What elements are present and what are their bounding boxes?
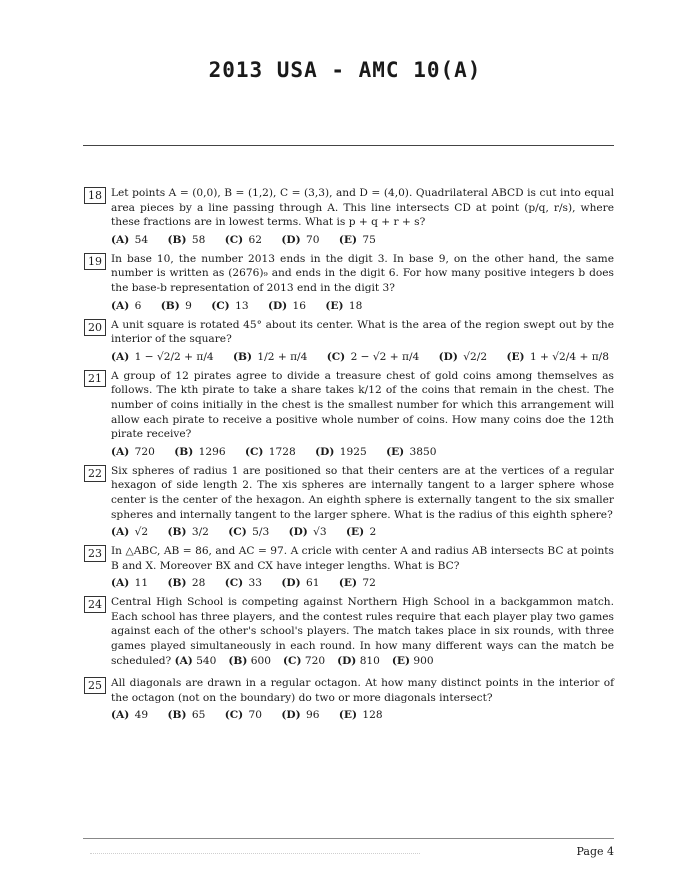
problem-text: Six spheres of radius 1 are positioned so that their centers are at the vertices of a regular hexagon of side length 2. The xis spheres are internally tangent to a larger sphere whose center is the center of the hexagon. An eighth sphere is externally tangent to the six smaller spheres and internally tangent to the larger sphere. What is the radius of this eighth sphere?: [111, 464, 614, 521]
problem-text: In base 10, the number 2013 ends in the digit 3. In base 9, on the other hand, the same number is written as (2676)₉ and ends in the digit 6. For how many positive integers b does the base-b representation of 2013 end in the digit 3?: [111, 252, 614, 294]
choice-c: (C) 70: [224, 709, 263, 722]
choice-b: (B) 65: [167, 709, 206, 722]
choice-e: (E) 2: [346, 526, 377, 539]
choice-b: (B) 28: [167, 577, 206, 590]
problem-number: 25: [84, 677, 106, 694]
problem-25: [84, 676, 614, 723]
page-number: Page 4: [576, 845, 614, 858]
choice-a: (A) 540: [174, 654, 217, 667]
choice-e: (E) 18: [325, 299, 363, 312]
problem-18: [84, 186, 614, 248]
problem-22: [84, 464, 614, 540]
choice-d: (D) 810: [337, 654, 380, 667]
choice-d: (D) √3: [288, 526, 327, 539]
choice-e: (E) 900: [391, 654, 434, 667]
problem-text: A unit square is rotated 45° about its center. What is the area of the region swept out by the interior of the square?: [111, 318, 614, 346]
choice-c: (C) 720: [283, 654, 326, 667]
choice-a: (A) 11: [111, 577, 149, 590]
problem-list: [84, 186, 614, 727]
problem-text: In △ABC, AB = 86, and AC = 97. A cricle with center A and radius AB intersects BC at points B and X. Moreover BX and CX have integer lengths. What is BC?: [111, 545, 614, 572]
choice-e: (E) 3850: [386, 445, 437, 458]
problem-text: Central High School is competing against Northern High School in a backgammon match. Each school has three players, and the contest rules require that each player play two games against each of the other's school's players. The match takes place in six rounds, with three games played simultaneously in each round. In how many different ways can the match be scheduled? (A) 540 (B) 600 (C) 720 (D) 810 (E) 900: [111, 596, 614, 667]
choice-c: (C) 1728: [244, 445, 296, 458]
choice-d: (D) 1925: [315, 445, 367, 458]
problem-20: [84, 318, 614, 365]
choice-b: (B) 1/2 + π/4: [233, 350, 308, 363]
choice-d: (D) √2/2: [438, 350, 488, 363]
problem-23: [84, 544, 614, 591]
problem-number: 21: [84, 370, 106, 387]
problem-text: A group of 12 pirates agree to divide a treasure chest of gold coins among themselves as follows. The kth pirate to take a share takes k/12 of the coins that remain in the chest. The number of coins initially in the chest is the smallest number for which this arrangement will allow each pirate to receive a positive whole number of coins. How many coins doe the 12th pirate receive?: [111, 369, 614, 441]
choice-b: (B) 3/2: [167, 526, 209, 539]
choice-a: (A) 49: [111, 709, 149, 722]
page-title: 2013 USA - AMC 10(A): [208, 58, 482, 82]
choice-d: (D) 16: [267, 299, 307, 312]
choice-b: (B) 1296: [174, 445, 226, 458]
problem-number: 20: [84, 319, 106, 336]
problem-number: 24: [84, 596, 106, 613]
answer-choices: [111, 299, 614, 314]
problem-text: All diagonals are drawn in a regular octagon. At how many distinct points in the interior of the octagon (not on the boundary) do two or more diagonals intersect?: [111, 677, 614, 704]
choice-b: (B) 600: [228, 654, 272, 667]
problem-21: [84, 369, 614, 460]
choice-c: (C) 2 − √2 + π/4: [326, 350, 420, 363]
choice-c: (C) 62: [224, 233, 263, 246]
answer-choices: [111, 445, 614, 460]
problem-number: 19: [84, 253, 106, 270]
answer-choices: [111, 233, 614, 248]
choice-e: (E) 72: [338, 577, 376, 590]
choice-e: (E) 1 + √2/4 + π/8: [506, 350, 609, 363]
choice-c: (C) 33: [224, 577, 263, 590]
answer-choices: [111, 350, 614, 365]
problem-24: [84, 595, 614, 672]
choice-a: (A) 720: [111, 445, 155, 458]
choice-e: (E) 128: [338, 709, 383, 722]
choice-c: (C) 13: [211, 299, 249, 312]
answer-choices: [111, 708, 614, 723]
choice-d: (D) 61: [281, 577, 320, 590]
choice-a: (A) √2: [111, 526, 149, 539]
problem-text: Let points A = (0,0), B = (1,2), C = (3,3), and D = (4,0). Quadrilateral ABCD is cut into equal area pieces by a line passing through A. This line intersects CD at point (p/q, r/s), where these fractions are in lowest terms. What is p + q + r + s?: [111, 187, 614, 229]
answer-choices: [111, 576, 614, 591]
choice-a: (A) 54: [111, 233, 149, 246]
problem-number: 18: [84, 187, 106, 204]
choice-d: (D) 70: [281, 233, 320, 246]
choice-e: (E) 75: [338, 233, 376, 246]
answer-choices: [111, 525, 614, 540]
footer-divider: [83, 838, 614, 839]
choice-b: (B) 9: [160, 299, 192, 312]
problem-number: 22: [84, 465, 106, 482]
problem-19: [84, 252, 614, 314]
faint-bleed-through: [90, 853, 420, 855]
choice-d: (D) 96: [281, 709, 320, 722]
choice-c: (C) 5/3: [228, 526, 270, 539]
choice-b: (B) 58: [167, 233, 206, 246]
problem-number: 23: [84, 545, 106, 562]
choice-a: (A) 6: [111, 299, 142, 312]
choice-a: (A) 1 − √2/2 + π/4: [111, 350, 214, 363]
title-divider: [83, 145, 614, 146]
